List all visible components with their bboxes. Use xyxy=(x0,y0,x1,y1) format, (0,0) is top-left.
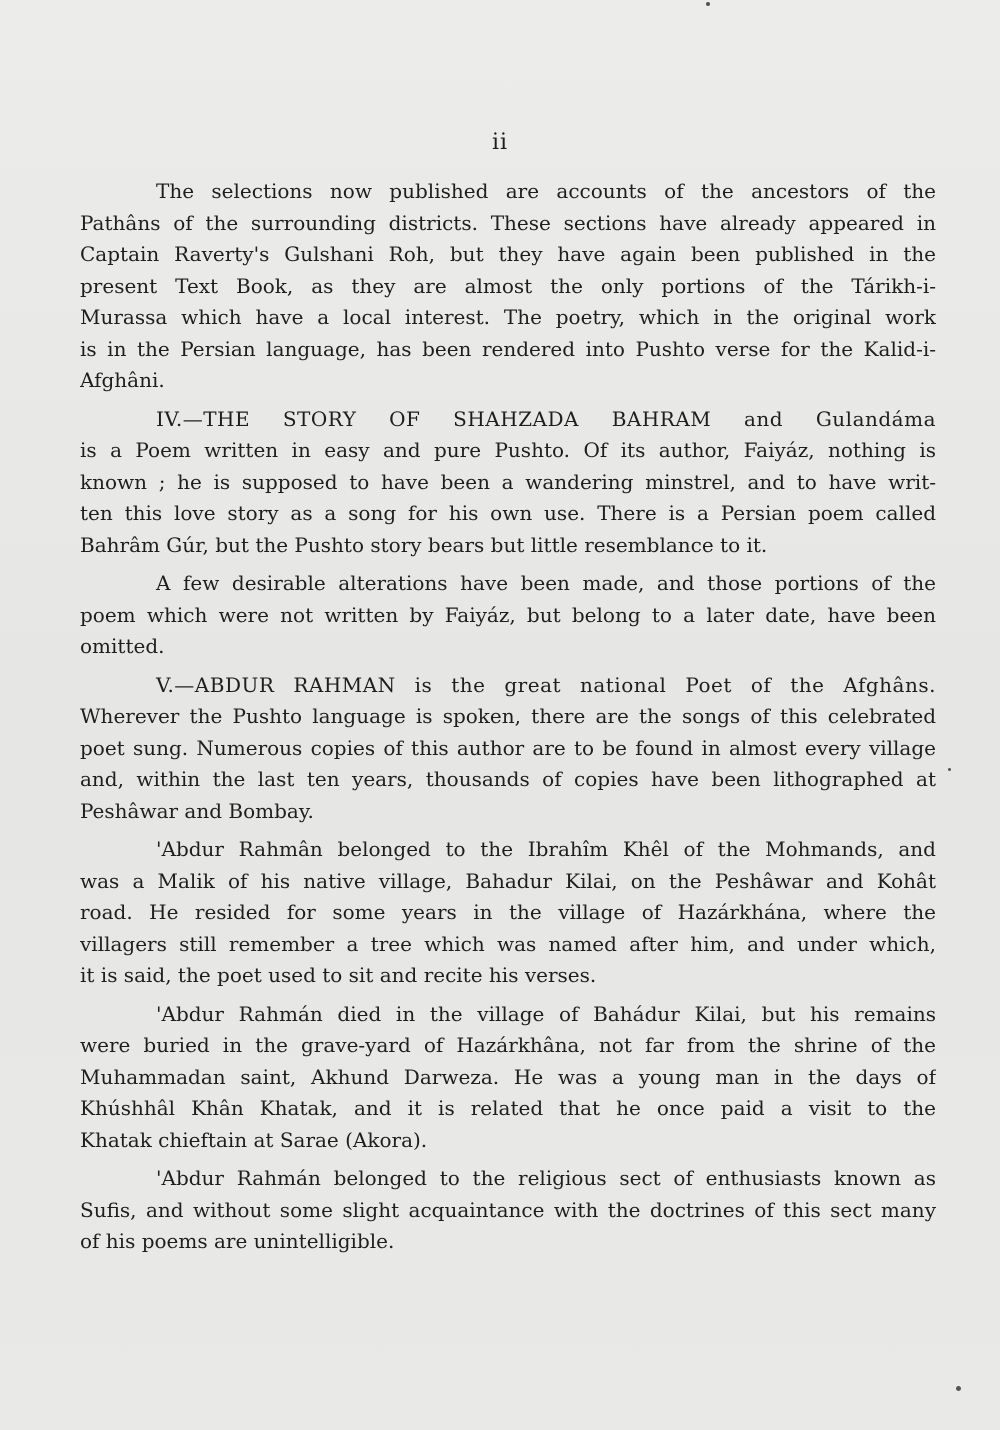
text-line: Pathâns of the surrounding districts. These sections have already appeared in xyxy=(80,210,936,235)
text-line: is in the Persian language, has been rendered into Pushto verse for the Kalid-i- xyxy=(80,336,936,361)
paragraph-ibrahim-khel xyxy=(80,834,936,992)
text-line: 'Abdur Rahmán died in the village of Bahádur Kilai, but his remains xyxy=(156,1001,936,1026)
text-line: The selections now published are accounts of the ancestors of the xyxy=(156,179,936,203)
paragraph-alterations xyxy=(80,568,936,663)
text-line: were buried in the grave-yard of Hazárkhâna, not far from the shrine of the xyxy=(80,1033,936,1057)
text-line: Khúshhâl Khân Khatak, and it is related that he once paid a visit to the xyxy=(80,1096,936,1120)
print-speck xyxy=(956,1386,961,1391)
text-line: road. He resided for some years in the village of Hazárkhána, where the xyxy=(80,900,936,924)
text-line: is a Poem written in easy and pure Pushto. Of its author, Faiyáz, nothing is xyxy=(80,438,936,462)
text-line: Afghâni. xyxy=(80,368,165,392)
paragraph-story-of-shahzada-bahram xyxy=(80,404,936,562)
text-line: Peshâwar and Bombay. xyxy=(80,798,314,823)
text-line: Khatak chieftain at Sarae (Akora). xyxy=(80,1127,428,1152)
text-line: present Text Book, as they are almost the only portions of the Tárikh-i- xyxy=(80,273,936,298)
paragraph-abdur-rahman xyxy=(80,670,936,828)
paragraph-selections xyxy=(80,176,936,397)
section-heading-line: V.—ABDUR RAHMAN is the great national Poet of the Afghâns. xyxy=(156,672,936,697)
text-line: omitted. xyxy=(80,634,165,658)
page-number: ii xyxy=(491,130,509,155)
text-line: Bahrâm Gúr, but the Pushto story bears but little resemblance to it. xyxy=(80,532,768,557)
text-line: known ; he is supposed to have been a wandering minstrel, and to have writ- xyxy=(80,469,936,494)
print-speck xyxy=(706,2,710,6)
paragraph-died-in-bahadur-kilai xyxy=(80,999,936,1157)
text-body xyxy=(80,176,936,1260)
text-line: of his poems are unintelligible. xyxy=(80,1229,395,1253)
text-line: Sufis, and without some slight acquaintance with the doctrines of this sect many xyxy=(80,1197,936,1222)
text-line: villagers still remember a tree which was named after him, and under which, xyxy=(80,931,936,956)
text-line: Wherever the Pushto language is spoken, there are the songs of this celebrated xyxy=(80,704,936,728)
text-line: A few desirable alterations have been made, and those portions of the xyxy=(156,571,936,595)
text-line: Muhammadan saint, Akhund Darweza. He was a young man in the days of xyxy=(80,1064,936,1089)
text-line: ten this love story as a song for his own use. There is a Persian poem called xyxy=(80,501,936,525)
text-line: 'Abdur Rahmân belonged to the Ibrahîm Khêl of the Mohmands, and xyxy=(156,837,936,861)
text-line: poet sung. Numerous copies of this author are to be found in almost every village xyxy=(80,735,936,760)
text-line: 'Abdur Rahmán belonged to the religious sect of enthusiasts known as xyxy=(156,1166,936,1190)
text-line: and, within the last ten years, thousands of copies have been lithographed at xyxy=(80,767,936,791)
text-line: Captain Raverty's Gulshani Roh, but they have again been published in the xyxy=(80,242,936,266)
text-line: it is said, the poet used to sit and recite his verses. xyxy=(80,963,597,987)
text-line: was a Malik of his native village, Bahadur Kilai, on the Peshâwar and Kohât xyxy=(80,868,936,893)
print-speck xyxy=(948,768,951,771)
section-heading-line: IV.—THE STORY OF SHAHZADA BAHRAM and Gulandáma xyxy=(156,406,936,431)
paragraph-sufis xyxy=(80,1163,936,1258)
text-line: poem which were not written by Faiyáz, but belong to a later date, have been xyxy=(80,602,936,627)
text-line: Murassa which have a local interest. The poetry, which in the original work xyxy=(80,305,936,329)
